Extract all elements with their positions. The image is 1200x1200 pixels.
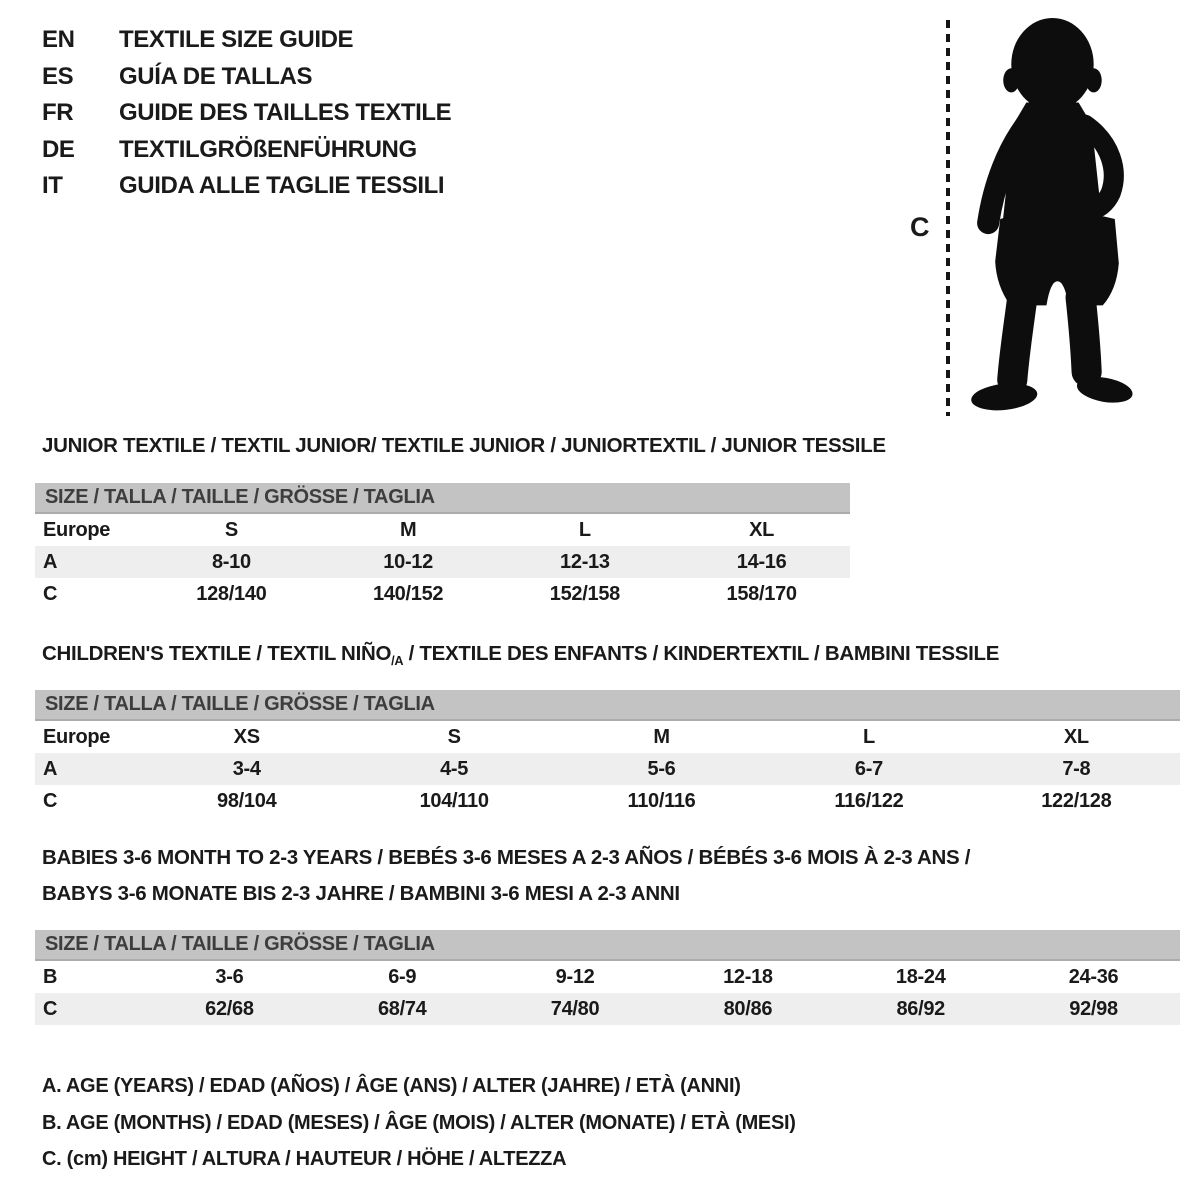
language-row xyxy=(42,95,451,132)
table-cell: 116/122 xyxy=(834,789,904,812)
table-row xyxy=(35,961,1180,993)
table-cell: 128/140 xyxy=(196,582,267,605)
guide-title: GUIDA ALLE TAGLIE TESSILI xyxy=(119,172,445,200)
size-header-bar: SIZE / TALLA / TAILLE / GRÖSSE / TAGLIA xyxy=(35,930,1180,961)
section-title-text: /A xyxy=(391,653,404,669)
table-cell: 74/80 xyxy=(550,997,600,1020)
section-title-text: / TEXTILE DES ENFANTS / KINDERTEXTIL / BAMBINI TESSILE xyxy=(403,642,1000,665)
language-code: ES xyxy=(42,62,74,90)
row-label: A xyxy=(43,550,58,573)
section-title-text: JUNIOR TEXTILE / TEXTIL JUNIOR/ TEXTILE JUNIOR / JUNIORTEXTIL / JUNIOR TESSILE xyxy=(42,434,886,457)
legend-line-age-years: A. AGE (YEARS) / EDAD (AÑOS) / ÂGE (ANS) / ALTER (JAHRE) / ETÀ (ANNI) xyxy=(42,1075,741,1097)
guide-title: TEXTILE SIZE GUIDE xyxy=(119,26,354,54)
row-label: B xyxy=(43,965,58,988)
language-row xyxy=(42,168,451,205)
table-cell: XL xyxy=(1063,725,1089,748)
section-title-babies xyxy=(42,840,1042,912)
table-cell: 3-6 xyxy=(215,965,244,988)
language-code: FR xyxy=(42,99,74,127)
table-cell: 12-18 xyxy=(723,965,773,988)
row-label: C xyxy=(43,582,58,605)
section-title-text: CHILDREN'S TEXTILE / TEXTIL NIÑO xyxy=(42,642,392,665)
legend xyxy=(42,1068,796,1178)
table-cell: 158/170 xyxy=(726,582,797,605)
height-label: C xyxy=(910,212,930,242)
table-cell: XL xyxy=(749,518,775,541)
table-cell: 3-4 xyxy=(232,757,261,780)
language-code: DE xyxy=(42,135,75,163)
table-row xyxy=(35,514,850,546)
table-cell: 9-12 xyxy=(555,965,595,988)
baby-silhouette-image xyxy=(963,12,1151,424)
table-cell: 7-8 xyxy=(1062,757,1091,780)
section-title-children xyxy=(42,636,999,679)
table-cell: 5-6 xyxy=(647,757,676,780)
table-cell: 10-12 xyxy=(383,550,433,573)
table-cell: 62/68 xyxy=(205,997,254,1020)
section-title-text: BABYS 3-6 MONATE BIS 2-3 JAHRE / BAMBINI 3-6 MESI A 2-3 ANNI xyxy=(42,882,680,905)
table-cell: 12-13 xyxy=(560,550,610,573)
table-cell: L xyxy=(578,518,591,541)
table-cell: 6-9 xyxy=(388,965,417,988)
table-cell: S xyxy=(447,725,461,748)
table-cell: XS xyxy=(233,725,260,748)
table-row xyxy=(35,785,1180,817)
language-code: IT xyxy=(42,172,63,200)
table-row xyxy=(35,546,850,578)
table-cell: L xyxy=(862,725,875,748)
row-label: C xyxy=(43,789,58,812)
language-row xyxy=(42,59,451,96)
size-header-bar: SIZE / TALLA / TAILLE / GRÖSSE / TAGLIA xyxy=(35,690,1180,721)
row-label: Europe xyxy=(43,518,111,541)
table-cell: 110/116 xyxy=(627,789,696,812)
size-table-children xyxy=(35,690,1180,817)
legend-line-height: C. (cm) HEIGHT / ALTURA / HAUTEUR / HÖHE / ALTEZZA xyxy=(42,1148,567,1170)
guide-title: TEXTILGRÖßENFÜHRUNG xyxy=(119,135,417,163)
table-cell: 80/86 xyxy=(723,997,773,1020)
table-cell: 152/158 xyxy=(549,582,620,605)
table-cell: S xyxy=(224,518,238,541)
language-row xyxy=(42,22,451,59)
table-cell: 6-7 xyxy=(854,757,883,780)
table-row xyxy=(35,753,1180,785)
table-cell: 18-24 xyxy=(895,965,946,988)
table-cell: M xyxy=(653,725,670,748)
table-cell: 122/128 xyxy=(1041,789,1112,812)
table-row xyxy=(35,993,1180,1025)
guide-title: GUÍA DE TALLAS xyxy=(119,62,313,90)
size-header-bar: SIZE / TALLA / TAILLE / GRÖSSE / TAGLIA xyxy=(35,483,850,514)
size-table-babies xyxy=(35,930,1180,1025)
section-title-junior xyxy=(42,428,886,464)
table-cell: 86/92 xyxy=(896,997,945,1020)
table-cell: 14-16 xyxy=(736,550,787,573)
table-cell: M xyxy=(399,518,417,541)
table-cell: 104/110 xyxy=(419,789,489,812)
table-row xyxy=(35,578,850,610)
language-row xyxy=(42,132,451,169)
table-cell: 4-5 xyxy=(440,757,469,780)
legend-line-age-months: B. AGE (MONTHS) / EDAD (MESES) / ÂGE (MOIS) / ALTER (MONATE) / ETÀ (MESI) xyxy=(42,1111,796,1134)
height-dashed-line xyxy=(946,20,950,416)
table-cell: 98/104 xyxy=(217,789,277,812)
table-cell: 24-36 xyxy=(1068,965,1119,988)
section-title-text: BABIES 3-6 MONTH TO 2-3 YEARS / BEBÉS 3-6 MESES A 2-3 AÑOS / BÉBÉS 3-6 MOIS À 2-3 ANS / xyxy=(42,846,971,869)
table-cell: 140/152 xyxy=(373,582,444,605)
guide-title: GUIDE DES TAILLES TEXTILE xyxy=(119,99,452,127)
language-code: EN xyxy=(42,26,75,54)
table-cell: 68/74 xyxy=(377,997,427,1020)
language-guide-list xyxy=(42,22,451,205)
table-cell: 8-10 xyxy=(211,550,251,573)
table-cell: 92/98 xyxy=(1069,997,1118,1020)
row-label: C xyxy=(43,997,58,1020)
table-row xyxy=(35,721,1180,753)
row-label: Europe xyxy=(43,725,111,748)
row-label: A xyxy=(43,757,58,780)
size-table-junior xyxy=(35,483,850,610)
